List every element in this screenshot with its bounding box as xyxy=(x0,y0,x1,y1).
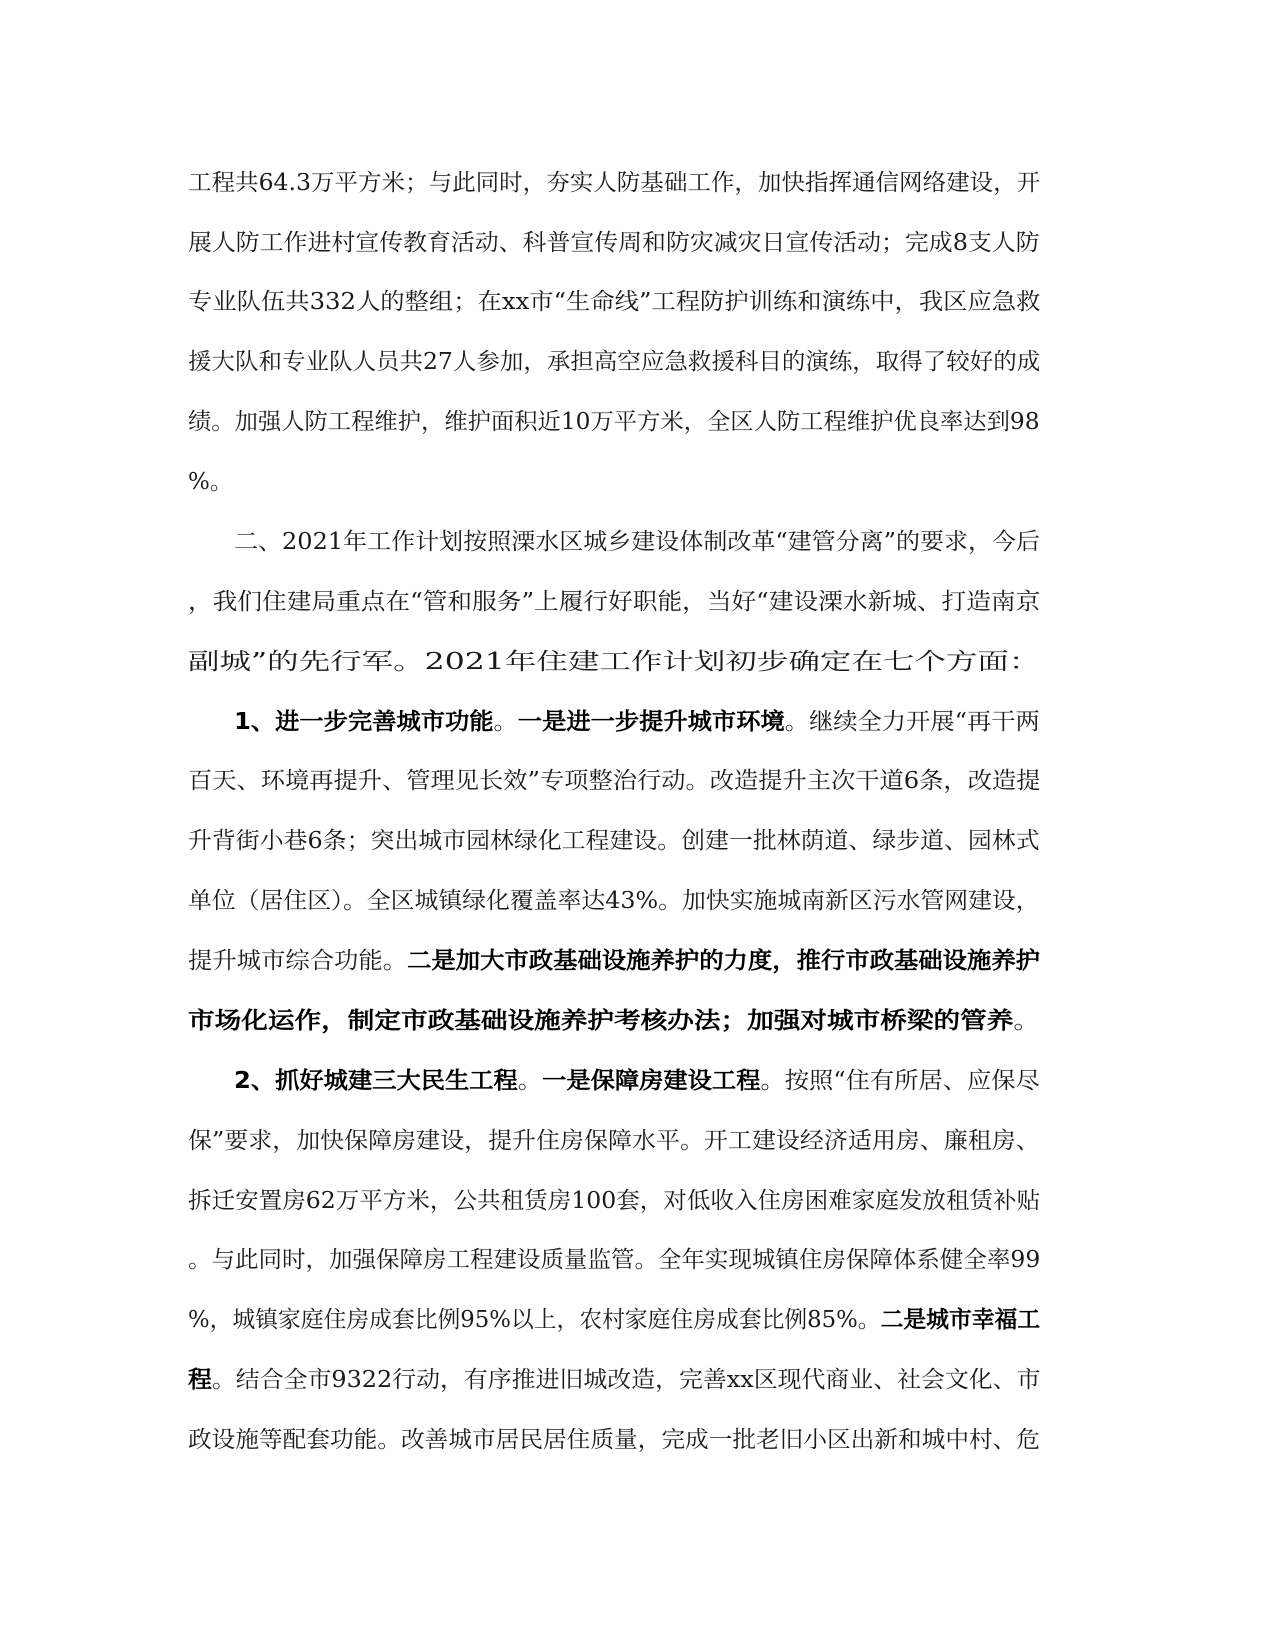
text-line xyxy=(188,407,1040,437)
text-segment: 百天、环境再提升、管理见长效”专项整治行动。改造提升主次干道6条，改造提 xyxy=(188,768,1041,794)
text-segment: 拆迁安置房62万平方米，公共租赁房100套，对低收入住房困难家庭发放租赁补贴 xyxy=(188,1188,1041,1214)
text-segment: 。结合全市9322行动，有序推进旧城改造，完善xx区现代商业、社会文化、市 xyxy=(211,1367,1041,1393)
text-line xyxy=(188,287,1040,317)
text-line xyxy=(188,168,1040,198)
bold-text-segment: 二是加大市政基础设施养护的力度，推行市政基础设施养护 xyxy=(407,948,1041,974)
text-segment: 单位（居住区）。全区城镇绿化覆盖率达43%。加快实施城南新区污水管网建设， xyxy=(188,888,1040,914)
text-segment: 展人防工作进村宣传教育活动、科普宣传周和防灾减灾日宣传活动；完成8支人防 xyxy=(188,230,1040,256)
text-line xyxy=(188,886,1040,916)
bold-text-segment: 市场化运作，制定市政基础设施养护考核办法；加强对城市桥梁的管养 xyxy=(188,1008,1014,1034)
text-segment: 提升城市综合功能。 xyxy=(188,948,408,974)
text-line xyxy=(188,1365,1040,1395)
text-line xyxy=(234,707,1040,737)
text-line xyxy=(188,1006,1040,1036)
text-line xyxy=(188,647,1040,677)
text-segment: 。与此同时，加强保障房工程建设质量监管。全年实现城镇住房保障体系健全率99 xyxy=(188,1247,1041,1273)
text-line xyxy=(188,1305,1040,1335)
bold-text-segment: 二是城市幸福工 xyxy=(880,1307,1041,1333)
text-line xyxy=(234,1066,1040,1096)
text-line xyxy=(188,347,1040,377)
text-segment: 。 xyxy=(517,1068,543,1094)
bold-text-segment: 2、抓好城建三大民生工程 xyxy=(234,1068,518,1094)
text-segment: 。继续全力开展“再干两 xyxy=(784,709,1040,735)
text-segment: 绩。加强人防工程维护，维护面积近10万平方米，全区人防工程维护优良率达到98 xyxy=(188,409,1040,435)
text-line xyxy=(188,766,1040,796)
text-segment: 工程共64.3万平方米；与此同时，夯实人防基础工作，加快指挥通信网络建设，开 xyxy=(188,170,1041,196)
text-line xyxy=(188,946,1040,976)
text-segment: %，城镇家庭住房成套比例95%以上，农村家庭住房成套比例85%。 xyxy=(188,1307,881,1333)
text-segment: 援大队和专业队人员共27人参加，承担高空应急救援科目的演练，取得了较好的成 xyxy=(188,349,1041,375)
text-line xyxy=(188,228,1040,258)
text-segment: 政设施等配套功能。改善城市居民居住质量，完成一批老旧小区出新和城中村、危 xyxy=(188,1427,1041,1453)
text-line xyxy=(188,826,1040,856)
bold-text-segment: 1、进一步完善城市功能 xyxy=(234,709,494,735)
text-segment: 二、2021年工作计划按照溧水区城乡建设体制改革“建管分离”的要求，今后 xyxy=(234,529,1041,555)
text-line xyxy=(188,1425,1040,1455)
text-line xyxy=(188,587,1040,617)
bold-text-segment: 程 xyxy=(188,1367,212,1393)
text-segment: 升背街小巷6条；突出城市园林绿化工程建设。创建一批林荫道、绿步道、园林式 xyxy=(188,828,1040,854)
text-line xyxy=(234,527,1040,557)
text-segment: 。 xyxy=(1013,1008,1040,1034)
text-segment: 保”要求，加快保障房建设，提升住房保障水平。开工建设经济适用房、廉租房、 xyxy=(188,1128,1040,1154)
text-segment: %。 xyxy=(188,469,233,495)
text-segment: 。按照“住有所居、应保尽 xyxy=(760,1068,1040,1094)
bold-text-segment: 一是保障房建设工程 xyxy=(542,1068,761,1094)
text-line xyxy=(188,1245,1040,1275)
text-segment: 副城”的先行军。2021年住建工作计划初步确定在七个方面： xyxy=(188,649,1041,675)
text-segment: 专业队伍共332人的整组；在xx市“生命线”工程防护训练和演练中，我区应急救 xyxy=(188,289,1041,315)
text-segment: 。 xyxy=(493,709,518,735)
text-line xyxy=(188,467,233,497)
text-line xyxy=(188,1126,1040,1156)
text-line xyxy=(188,1186,1040,1216)
text-segment: ，我们住建局重点在“管和服务”上履行好职能，当好“建设溧水新城、打造南京 xyxy=(188,589,1041,615)
bold-text-segment: 一是进一步提升城市环境 xyxy=(517,709,785,735)
